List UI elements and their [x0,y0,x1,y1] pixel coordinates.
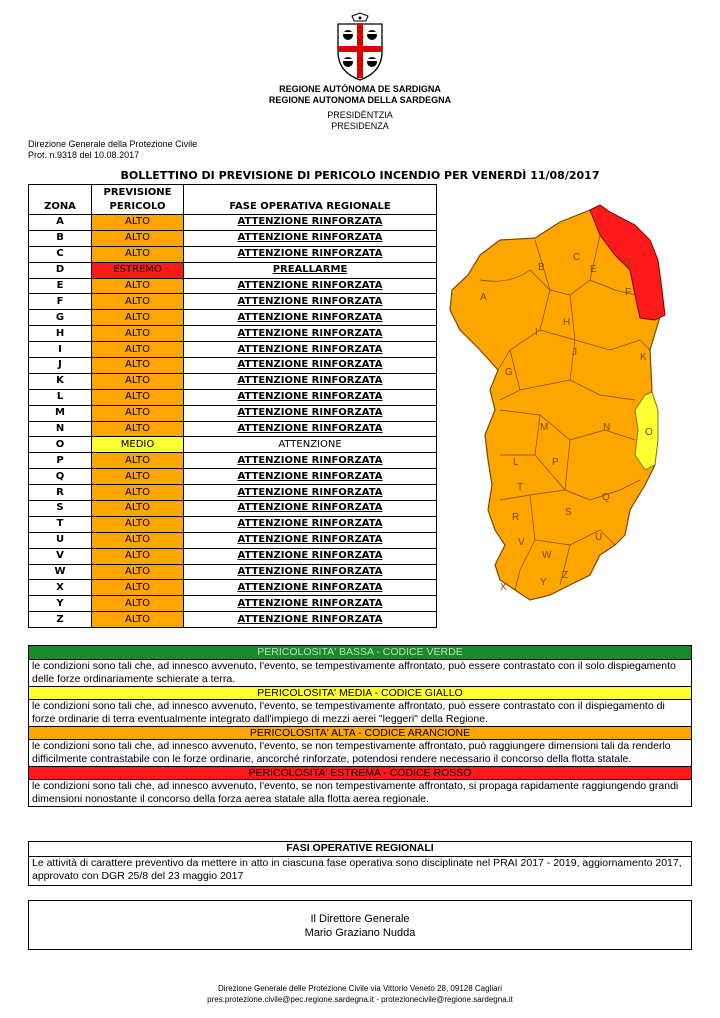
phase-cell: ATTENZIONE RINFORZATA [184,373,437,389]
director-role: Il Direttore Generale [310,913,410,925]
phase-cell: ATTENZIONE RINFORZATA [184,215,437,231]
map-label-w: W [542,550,552,561]
table-row [29,358,437,374]
map-label-x: X [500,582,507,593]
phase-cell: ATTENZIONE RINFORZATA [184,246,437,262]
phases-title: FASI OPERATIVE REGIONALI [29,842,691,857]
phase-cell: ATTENZIONE RINFORZATA [184,358,437,374]
zone-cell: G [29,310,92,326]
footer-address: Direzione Generale delle Protezione Civile via Vittorio Veneto 28, 09128 Cagliari [217,984,503,993]
map-label-s: S [565,507,572,518]
table-row [29,278,437,294]
map-label-b: B [538,262,545,273]
phase-cell: ATTENZIONE RINFORZATA [184,516,437,532]
header-zona: ZONA [29,185,92,215]
level-cell: ALTO [92,405,184,421]
legend-yellow-band: PERICOLOSITA' MEDIA - CODICE GIALLO [29,686,691,699]
crest-icon [330,12,390,82]
zone-cell: S [29,501,92,517]
operational-phases-box [28,841,692,886]
phase-cell: ATTENZIONE RINFORZATA [184,580,437,596]
phase-cell: ATTENZIONE RINFORZATA [184,501,437,517]
table-row [29,596,437,612]
footer-emails: pres.protezione.civile@pec.regione.sardegna.it - protezionecivile@regione.sardegna.it [207,995,513,1004]
map-label-l: L [513,457,519,468]
table-row [29,564,437,580]
phase-cell: ATTENZIONE RINFORZATA [184,564,437,580]
map-label-r: R [512,512,520,523]
level-cell: ALTO [92,548,184,564]
table-row [29,421,437,437]
table-row [29,532,437,548]
level-cell: ALTO [92,532,184,548]
table-row [29,437,437,453]
level-cell: ALTO [92,501,184,517]
table-row [29,294,437,310]
map-label-g: G [505,367,513,378]
zone-cell: I [29,342,92,358]
table-row [29,516,437,532]
zone-cell: R [29,485,92,501]
phase-cell: ATTENZIONE RINFORZATA [184,485,437,501]
table-row [29,469,437,485]
phase-cell: ATTENZIONE RINFORZATA [184,342,437,358]
bulletin-title: BOLLETTINO DI PREVISIONE DI PERICOLO INCENDIO PER VENERDÌ 11/08/2017 [120,169,600,182]
map-label-q: Q [602,492,610,503]
table-row [29,230,437,246]
phase-cell: ATTENZIONE RINFORZATA [184,389,437,405]
phase-cell: ATTENZIONE RINFORZATA [184,230,437,246]
map-label-n: N [603,422,611,433]
presidency-italian: PRESIDENZA [331,121,389,131]
table-row [29,215,437,231]
level-cell: ALTO [92,469,184,485]
table-row [29,389,437,405]
phase-cell: ATTENZIONE [184,437,437,453]
map-label-i: I [535,327,538,338]
region-name-sardinian: REGIONE AUTÒNOMA DE SARDIGNA [279,84,441,94]
zone-forecast-table [28,184,437,628]
zone-cell: B [29,230,92,246]
level-cell: ALTO [92,612,184,628]
map-label-y: Y [540,577,547,588]
table-row [29,485,437,501]
zone-cell: X [29,580,92,596]
zone-cell: P [29,453,92,469]
table-header-row [29,185,437,215]
level-cell: ALTO [92,389,184,405]
zone-cell: D [29,262,92,278]
table-row [29,310,437,326]
table-row [29,326,437,342]
zone-cell: E [29,278,92,294]
level-cell: ALTO [92,342,184,358]
phase-cell: ATTENZIONE RINFORZATA [184,453,437,469]
zone-cell: J [29,358,92,374]
table-row [29,373,437,389]
phases-text: Le attività di carattere preventivo da mettere in atto in ciascuna fase operativa sono disciplinate nel PRAI 2017 - 2019, aggiornamento 2017, approvato con DGR 25/8 del 23 maggio 2017 [32,857,682,882]
legend-red-text: le condizioni sono tali che, ad innesco avvenuto, l'evento, se non tempestivamente affrontato, si propaga rapidamente raggiungendo grandi dimensioni nonostante il concorso della forza aerea statale alla flotta aerea regionale. [29,779,691,806]
legend-red-band: PERICOLOSITA' ESTREMA - CODICE ROSSO [29,766,691,779]
level-cell: ALTO [92,373,184,389]
phase-cell: ATTENZIONE RINFORZATA [184,596,437,612]
sardinia-zone-map [440,200,690,610]
zone-cell: M [29,405,92,421]
level-cell: ALTO [92,310,184,326]
map-label-k: K [640,352,647,363]
zone-cell: O [29,437,92,453]
table-row [29,612,437,628]
level-cell: ALTO [92,294,184,310]
phase-cell: ATTENZIONE RINFORZATA [184,532,437,548]
presidency-sardinian: PRESIDÈNTZIA [327,110,393,120]
table-row [29,548,437,564]
zone-cell: H [29,326,92,342]
phase-cell: ATTENZIONE RINFORZATA [184,469,437,485]
map-label-d: D [623,257,631,268]
map-label-t: T [517,482,524,493]
zone-cell: T [29,516,92,532]
zone-cell: A [29,215,92,231]
phase-cell: ATTENZIONE RINFORZATA [184,612,437,628]
level-cell: ALTO [92,246,184,262]
level-cell: ALTO [92,215,184,231]
department-name: Direzione Generale della Protezione Civile [28,139,198,149]
zone-cell: C [29,246,92,262]
level-cell: ALTO [92,278,184,294]
zone-cell: V [29,548,92,564]
table-row [29,580,437,596]
level-cell: ALTO [92,421,184,437]
zone-cell: Y [29,596,92,612]
level-cell: ALTO [92,596,184,612]
region-name-italian: REGIONE AUTONOMA DELLA SARDEGNA [268,95,452,105]
level-cell: ALTO [92,580,184,596]
signature-box [28,900,692,950]
level-cell: ALTO [92,453,184,469]
level-cell: ALTO [92,485,184,501]
legend-green-title: PERICOLOSITA' BASSA - CODICE VERDE [257,646,463,658]
level-cell: ALTO [92,326,184,342]
table-row [29,453,437,469]
phase-cell: ATTENZIONE RINFORZATA [184,294,437,310]
phase-cell: ATTENZIONE RINFORZATA [184,421,437,437]
map-label-z: Z [562,570,569,581]
level-cell: ALTO [92,358,184,374]
director-name: Mario Graziano Nudda [304,927,416,939]
phase-cell: ATTENZIONE RINFORZATA [184,278,437,294]
zone-cell: W [29,564,92,580]
danger-legend [28,645,692,807]
department-block [28,139,197,161]
level-cell: ALTO [92,516,184,532]
phase-cell: ATTENZIONE RINFORZATA [184,326,437,342]
map-label-v: V [518,537,525,548]
map-label-e: E [590,264,597,275]
phase-cell: PREALLARME [184,262,437,278]
zone-cell: Q [29,469,92,485]
map-label-p: P [552,457,559,468]
legend-green-text: le condizioni sono tali che, ad innesco avvenuto, l'evento, se tempestivamente affrontato, può essere contrastato con il solo dispiegamento delle forze ordinariamente schierate a terra. [29,659,691,686]
header-previsione: PREVISIONE PERICOLO [92,185,184,215]
level-cell: ALTO [92,564,184,580]
legend-orange-band: PERICOLOSITA' ALTA - CODICE ARANCIONE [29,726,691,739]
map-label-a: A [480,292,487,303]
phase-cell: ATTENZIONE RINFORZATA [184,548,437,564]
table-row [29,342,437,358]
map-label-c: C [573,252,581,263]
zone-cell: F [29,294,92,310]
document-header [0,12,720,132]
level-cell: MEDIO [92,437,184,453]
table-row [29,246,437,262]
level-cell: ALTO [92,230,184,246]
map-label-f: F [625,287,632,298]
zone-cell: L [29,389,92,405]
table-row [29,405,437,421]
protocol-number: Prot. n.9318 del 10.08.2017 [28,150,140,160]
map-label-h: H [563,317,571,328]
phase-cell: ATTENZIONE RINFORZATA [184,405,437,421]
legend-green-band [29,646,691,659]
zone-cell: K [29,373,92,389]
map-label-m: M [540,422,549,433]
phase-cell: ATTENZIONE RINFORZATA [184,310,437,326]
zone-cell: N [29,421,92,437]
map-label-u: U [595,532,603,543]
legend-orange-text: le condizioni sono tali che, ad innesco avvenuto, l'evento, se non tempestivamente affrontato, può raggiungere dimensioni tali da renderlo difficilmente contrastabile con le forze ordinarie, ancorché rinforzate, potendosi rendere necessario il concorso della flotta statale. [29,739,691,766]
map-label-o: O [645,427,653,438]
table-row [29,501,437,517]
map-label-j: J [572,347,577,358]
legend-yellow-text: le condizioni sono tali che, ad innesco avvenuto, l'evento, se tempestivamente affrontato, può essere contrastato con il dispiegamento di forze ordinarie di terra eventualmente integrato dall'impiego di mezzi aerei "leggeri" della Regione. [29,699,691,726]
document-footer [0,983,720,1005]
level-cell: ESTREMO [92,262,184,278]
table-row [29,262,437,278]
header-fase: FASE OPERATIVA REGIONALE [184,185,437,215]
zone-cell: U [29,532,92,548]
zone-cell: Z [29,612,92,628]
